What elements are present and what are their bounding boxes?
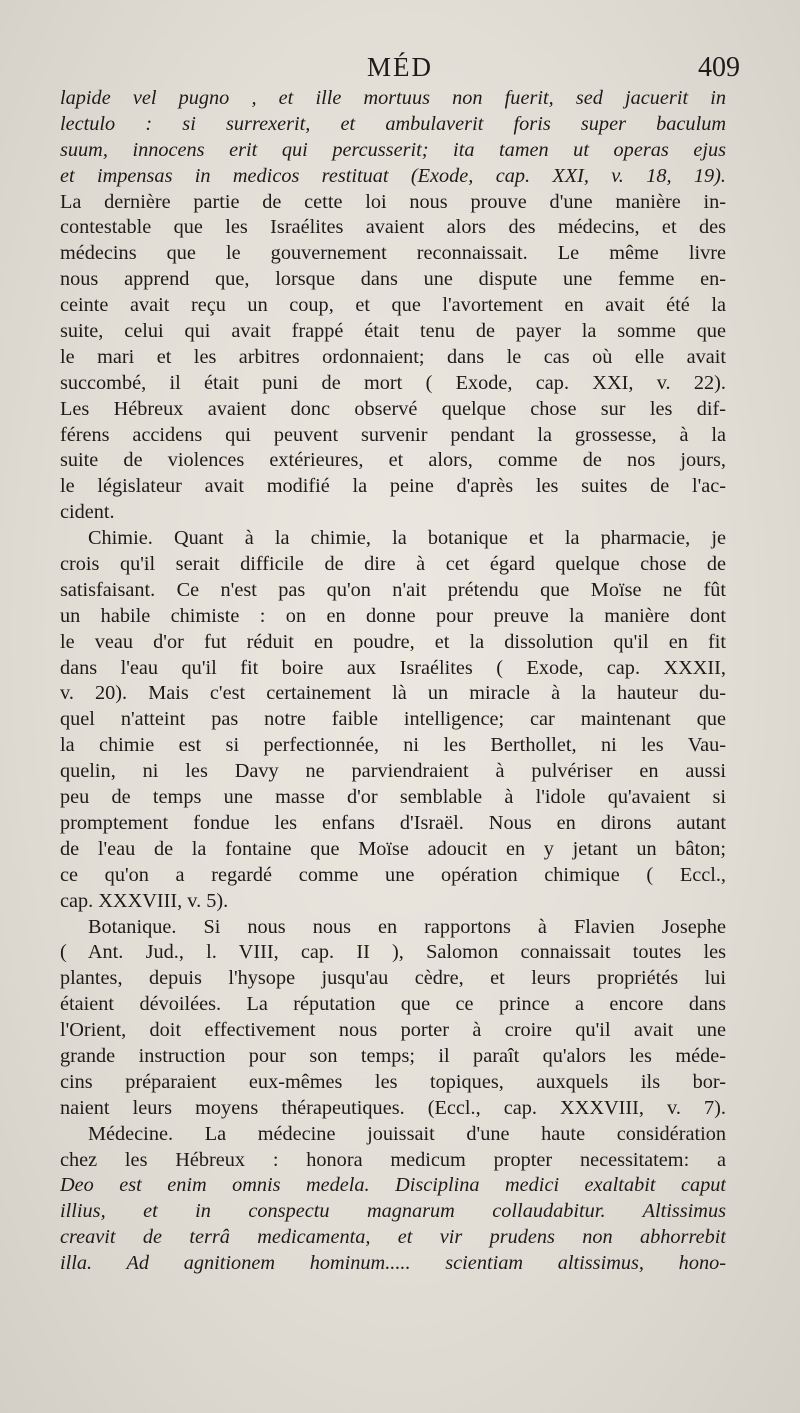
text-line: le mari et les arbitres ordonnaient; dans le cas où elle avait [60, 345, 726, 368]
text-line: médecins que le gouvernement reconnaissait. Le même livre [60, 242, 726, 265]
text-line: et impensas in medicos restituat (Exode, cap. XXI, v. 18, 19). [60, 164, 726, 187]
text-line: l'Orient, doit effectivement nous porter à croire qu'il avait une [60, 1019, 726, 1042]
text-line: Botanique. Si nous nous en rapportons à Flavien Josephe [88, 915, 726, 938]
text-line: Chimie. Quant à la chimie, la botanique et la pharmacie, je [88, 527, 726, 550]
text-line: chez les Hébreux : honora medicum propter necessitatem: a [60, 1148, 726, 1171]
text-line: illius, et in conspectu magnarum collaudabitur. Altissimus [60, 1200, 726, 1223]
page-number: 409 [698, 52, 740, 83]
text-line: de l'eau de la fontaine que Moïse adoucit en y jetant un bâton; [60, 837, 726, 860]
text-line: quelin, ni les Davy ne parviendraient à pulvériser en aussi [60, 760, 726, 783]
text-line: lapide vel pugno , et ille mortuus non fuerit, sed jacuerit in [60, 87, 726, 109]
text-line: peu de temps une masse d'or semblable à l'idole qu'avaient si [60, 786, 726, 809]
text-line: crois qu'il serait difficile de dire à cet égard quelque chose de [60, 553, 726, 576]
text-line: v. 20). Mais c'est certainement là un miracle à la hauteur du- [60, 682, 726, 705]
text-line: creavit de terrâ medicamenta, et vir prudens non abhorrebit [60, 1226, 726, 1249]
text-line: cident. [60, 501, 115, 524]
text-body [60, 86, 726, 1277]
text-line: La dernière partie de cette loi nous prouve d'une manière in- [60, 190, 726, 213]
text-line: un habile chimiste : on en donne pour preuve la manière dont [60, 604, 726, 627]
text-line: contestable que les Israélites avaient alors des médecins, et des [60, 216, 726, 239]
text-line: lectulo : si surrexerit, et ambulaverit foris super baculum [60, 112, 726, 135]
text-line: suum, innocens erit qui percusserit; ita tamen ut operas ejus [60, 138, 726, 161]
text-line: le législateur avait modifié la peine d'après les suites de l'ac- [60, 475, 726, 498]
text-line: naient leurs moyens thérapeutiques. (Eccl., cap. XXXVIII, v. 7). [60, 1096, 726, 1119]
text-line: ( Ant. Jud., l. VIII, cap. II ), Salomon connaissait toutes les [60, 941, 726, 964]
text-line: étaient dévoilées. La réputation que ce prince a encore dans [60, 993, 726, 1016]
text-line: Médecine. La médecine jouissait d'une haute considération [88, 1122, 726, 1145]
text-line: Deo est enim omnis medela. Disciplina medici exaltabit caput [60, 1174, 726, 1197]
text-line: le veau d'or fut réduit en poudre, et la dissolution qu'il en fit [60, 630, 726, 653]
text-line: suite, celui qui avait frappé était tenu de payer la somme que [60, 320, 726, 343]
text-line: promptement fondue les enfans d'Israël. Nous en dirons autant [60, 811, 726, 834]
text-line: suite de violences extérieures, et alors, comme de nos jours, [60, 449, 726, 472]
running-head: MÉD [367, 52, 433, 82]
text-line: grande instruction pour son temps; il paraît qu'alors les méde- [60, 1044, 726, 1067]
text-line: quel n'atteint pas notre faible intelligence; car maintenant que [60, 708, 726, 731]
text-line: ceinte avait reçu un coup, et que l'avortement en avait été la [60, 294, 726, 317]
page-header [60, 52, 740, 88]
text-line: férens accidens qui peuvent survenir pendant la grossesse, à la [60, 423, 726, 446]
text-line: illa. Ad agnitionem hominum..... scientiam altissimus, hono- [60, 1252, 726, 1275]
text-line: cap. XXXVIII, v. 5). [60, 889, 229, 912]
text-line: satisfaisant. Ce n'est pas qu'on n'ait prétendu que Moïse ne fût [60, 578, 726, 601]
text-line: cins préparaient eux-mêmes les topiques, auxquels ils bor- [60, 1070, 726, 1093]
text-line: dans l'eau qu'il fit boire aux Israélites ( Exode, cap. XXXII, [60, 656, 726, 679]
text-line: nous apprend que, lorsque dans une dispute une femme en- [60, 268, 726, 291]
text-line: Les Hébreux avaient donc observé quelque chose sur les dif- [60, 397, 726, 420]
text-line: ce qu'on a regardé comme une opération chimique ( Eccl., [60, 863, 726, 886]
text-line: succombé, il était puni de mort ( Exode, cap. XXI, v. 22). [60, 371, 726, 394]
text-line: la chimie est si perfectionnée, ni les Berthollet, ni les Vau- [60, 734, 726, 757]
text-line: plantes, depuis l'hysope jusqu'au cèdre, et leurs propriétés lui [60, 967, 726, 990]
